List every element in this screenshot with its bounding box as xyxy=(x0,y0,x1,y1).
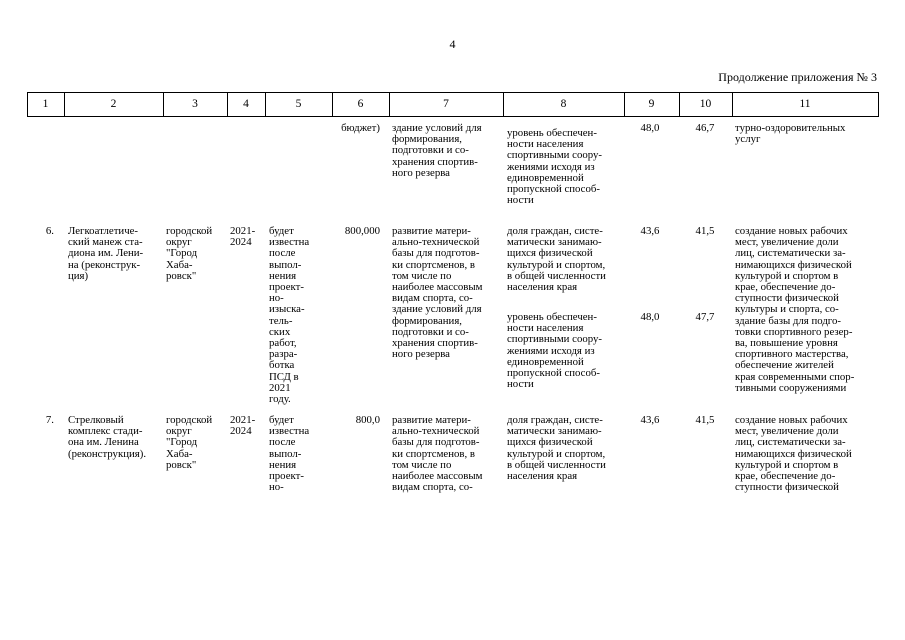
cell-indicator-a: доля граждан, систе- матически занимаю- щихся физической культурой и спортом, в общей численности населения края xyxy=(507,414,606,483)
cell-indicator-a: доля граждан, систе- матически занимаю- щихся физической культурой и спортом, в общей численности населения края xyxy=(507,225,606,294)
cell-status: будет известна после выпол- нения проект- но- xyxy=(269,414,310,494)
cell-val9-a: 43,6 xyxy=(640,225,660,237)
cell-location: городской округ "Город Хаба- ровск" xyxy=(166,225,213,282)
cell-goal: здание условий для формирования, подготовки и со- хранения спортив- ного резерва xyxy=(392,122,482,179)
page-number: 4 xyxy=(449,37,456,51)
column-header: 8 xyxy=(560,98,567,110)
cell-result: создание новых рабочих мест, увеличение доли лиц, систематически за- нимающихся физической культурой и спортом в крае, обеспечение до- ступности физической культуры и спорта, со- здание базы для подго- товки спортивного резер- ва, повышение уровня спортивного мастерства, обеспечение жителей края современными спор- тивными сооружениями xyxy=(735,225,855,394)
cell-val9-a: 43,6 xyxy=(640,414,660,426)
column-header: 10 xyxy=(699,98,712,110)
column-header: 1 xyxy=(42,98,49,110)
column-header: 11 xyxy=(799,98,811,110)
header-divider xyxy=(878,92,879,117)
column-header: 3 xyxy=(192,98,198,110)
cell-result: создание новых рабочих мест, увеличение доли лиц, систематически за- нимающихся физической культурой и спортом в крае, обеспечение до- ступности физической xyxy=(735,414,852,494)
column-header: 4 xyxy=(243,98,249,110)
header-bottom-border xyxy=(27,116,878,117)
cell-amount: бюджет) xyxy=(341,122,380,134)
cell-val10-a: 41,5 xyxy=(695,225,715,237)
cell-indicator-b: уровень обеспечен- ности населения спортивными соору- жениями исходя из единовременной пропускной способ- ности xyxy=(507,311,602,391)
column-header: 9 xyxy=(648,98,655,110)
column-header: 2 xyxy=(110,98,117,110)
cell-amount: 800,0 xyxy=(355,414,380,426)
cell-location: городской округ "Город Хаба- ровск" xyxy=(166,414,213,471)
cell-indicator-a: уровень обеспечен- ности населения спортивными соору- жениями исходя из единовременной пропускной способ- ности xyxy=(507,127,602,207)
cell-name: Легкоатлетиче- ский манеж ста- диона им. Лени- на (реконструк- ция) xyxy=(68,225,144,282)
cell-goal: развитие матери- ально-технической базы для подготов- ки спортсменов, в том числе по наиболее массовым видам спорта, со- здание условий для формирования, подготовки и со- хранения спортив- ного резерва xyxy=(392,225,483,361)
cell-name: Стрелковый комплекс стади- она им. Ленина (реконструкция). xyxy=(68,414,147,460)
cell-num: 6. xyxy=(45,225,54,237)
cell-num: 7. xyxy=(45,414,54,426)
cell-result: турно-оздоровительных услуг xyxy=(735,122,846,146)
cell-status: будет известна после выпол- нения проект- но- изыска- тель- ских работ, разра- ботка ПСД в 2021 году. xyxy=(269,225,310,406)
cell-years: 2021- 2024 xyxy=(230,414,256,438)
column-header: 6 xyxy=(357,98,364,110)
cell-amount: 800,000 xyxy=(344,225,380,237)
column-header: 5 xyxy=(295,98,302,110)
cell-val9-b: 48,0 xyxy=(640,311,660,323)
continuation-note: Продолжение приложения № 3 xyxy=(718,70,877,84)
cell-val10-a: 46,7 xyxy=(695,122,715,134)
cell-val10-b: 47,7 xyxy=(695,311,715,323)
cell-years: 2021- 2024 xyxy=(230,225,256,249)
cell-goal: развитие матери- ально-технической базы для подготов- ки спортсменов, в том числе по наиболее массовым видам спорта, со- xyxy=(392,414,483,494)
cell-val9-a: 48,0 xyxy=(640,122,660,134)
column-header: 7 xyxy=(443,98,449,110)
cell-val10-a: 41,5 xyxy=(695,414,715,426)
